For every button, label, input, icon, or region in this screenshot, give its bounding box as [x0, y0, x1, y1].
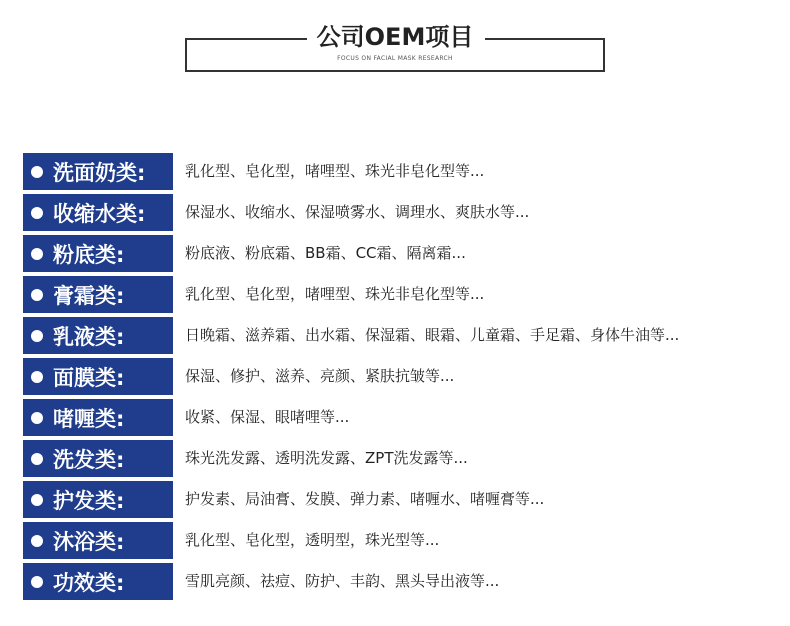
category-description: 乳化型、皂化型，啫哩型、珠光非皂化型等... — [185, 285, 485, 303]
category-label: 洗发类: — [23, 440, 173, 477]
bullet-icon — [31, 535, 43, 547]
bullet-icon — [31, 371, 43, 383]
bullet-icon — [31, 453, 43, 465]
category-label: 沐浴类: — [23, 522, 173, 559]
category-label: 啫喱类: — [23, 399, 173, 436]
page-title: 公司OEM项目 — [316, 23, 474, 51]
category-label: 洗面奶类: — [23, 153, 173, 190]
category-label: 面膜类: — [23, 358, 173, 395]
category-label: 功效类: — [23, 563, 173, 600]
category-label: 膏霜类: — [23, 276, 173, 313]
category-description: 日晚霜、滋养霜、出水霜、保湿霜、眼霜、儿童霜、手足霜、身体牛油等... — [185, 326, 680, 344]
bullet-icon — [31, 289, 43, 301]
bullet-icon — [31, 207, 43, 219]
category-description: 粉底液、粉底霜、BB霜、CC霜、隔离霜... — [185, 244, 466, 262]
section-header — [185, 23, 605, 72]
bullet-icon — [31, 330, 43, 342]
bullet-icon — [31, 248, 43, 260]
bullet-icon — [31, 576, 43, 588]
category-description: 珠光洗发露、透明洗发露、ZPT洗发露等... — [185, 449, 468, 467]
category-description: 护发素、局油膏、发膜、弹力素、啫喱水、啫喱膏等... — [185, 490, 545, 508]
bullet-icon — [31, 412, 43, 424]
category-label: 乳液类: — [23, 317, 173, 354]
category-description: 乳化型、皂化型，啫哩型、珠光非皂化型等... — [185, 162, 485, 180]
category-description: 保湿水、收缩水、保湿喷雾水、调理水、爽肤水等... — [185, 203, 530, 221]
category-description: 雪肌亮颜、祛痘、防护、丰韵、黑头导出液等... — [185, 572, 500, 590]
bullet-icon — [31, 166, 43, 178]
category-description: 乳化型、皂化型，透明型，珠光型等... — [185, 531, 440, 549]
category-label: 护发类: — [23, 481, 173, 518]
category-description: 收紧、保湿、眼啫哩等... — [185, 408, 350, 426]
bullet-icon — [31, 494, 43, 506]
category-label: 收缩水类: — [23, 194, 173, 231]
page-subtitle: FOCUS ON FACIAL MASK RESEARCH — [337, 55, 453, 62]
category-label: 粉底类: — [23, 235, 173, 272]
category-description: 保湿、修护、滋养、亮颜、紧肤抗皱等... — [185, 367, 455, 385]
